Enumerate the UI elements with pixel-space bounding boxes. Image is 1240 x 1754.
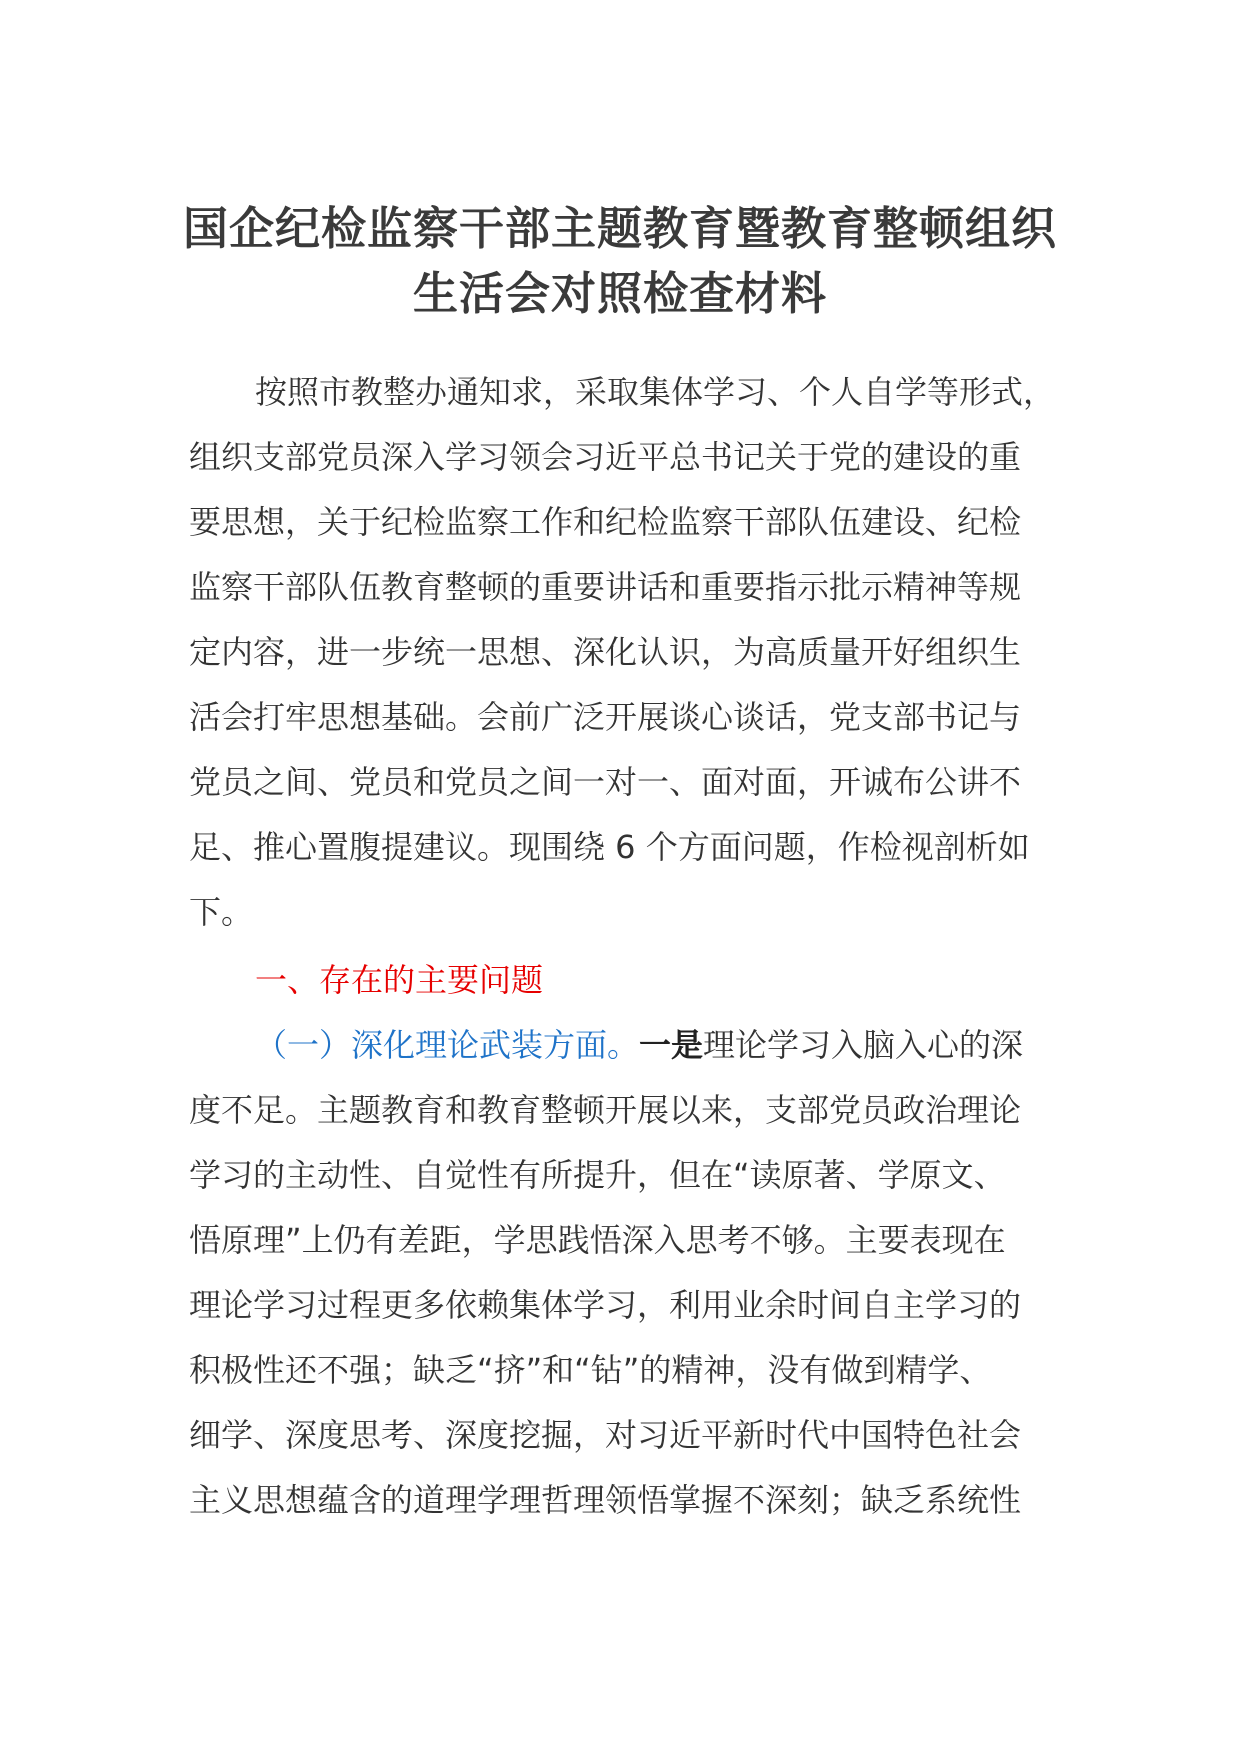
intro-line: 按照市教整办通知求，采取集体学习、个人自学等形式， bbox=[255, 373, 1056, 411]
subsection-line: 学习的主动性、自觉性有所提升，但在“读原著、学原文、 bbox=[189, 1156, 1006, 1194]
intro-line: 足、推心置腹提建议。现围绕 6 个方面问题，作检视剖析如 bbox=[189, 828, 1030, 866]
subsection-line: 主义思想蕴含的道理学理哲理领悟掌握不深刻；缺乏系统性 bbox=[189, 1481, 1022, 1519]
bold-lead: 一是 bbox=[639, 1026, 704, 1064]
intro-line: 定内容，进一步统一思想、深化认识，为高质量开好组织生 bbox=[189, 633, 1022, 671]
subsection-line: 度不足。主题教育和教育整顿开展以来，支部党员政治理论 bbox=[189, 1091, 1022, 1129]
subsection-first-line-text: 理论学习入脑入心的深 bbox=[703, 1026, 1024, 1064]
subsection-line: 细学、深度思考、深度挖掘，对习近平新时代中国特色社会 bbox=[189, 1416, 1022, 1454]
document-title bbox=[150, 196, 1090, 326]
intro-line: 监察干部队伍教育整顿的重要讲话和重要指示批示精神等规 bbox=[189, 568, 1022, 606]
subsection-paragraph bbox=[189, 1013, 1055, 1533]
subsection-line: 悟原理”上仍有差距，学思践悟深入思考不够。主要表现在 bbox=[189, 1221, 1006, 1259]
title-line-1: 国企纪检监察干部主题教育暨教育整顿组织 bbox=[182, 202, 1057, 255]
intro-line: 要思想，关于纪检监察工作和纪检监察干部队伍建设、纪检 bbox=[189, 503, 1022, 541]
subsection-heading: （一）深化理论武装方面。 bbox=[255, 1026, 640, 1064]
intro-paragraph bbox=[189, 360, 1055, 945]
intro-line: 活会打牢思想基础。会前广泛开展谈心谈话，党支部书记与 bbox=[189, 698, 1022, 736]
intro-line: 下。 bbox=[189, 893, 254, 931]
intro-line: 组织支部党员深入学习领会习近平总书记关于党的建设的重 bbox=[189, 438, 1022, 476]
subsection-first-line bbox=[189, 1013, 1055, 1078]
title-line-2: 生活会对照检查材料 bbox=[412, 267, 827, 320]
section-heading: 一、存在的主要问题 bbox=[255, 961, 544, 999]
subsection-line: 积极性还不强；缺乏“挤”和“钻”的精神，没有做到精学、 bbox=[189, 1351, 992, 1389]
intro-line: 党员之间、党员和党员之间一对一、面对面，开诚布公讲不 bbox=[189, 763, 1022, 801]
subsection-line: 理论学习过程更多依赖集体学习，利用业余时间自主学习的 bbox=[189, 1286, 1022, 1324]
